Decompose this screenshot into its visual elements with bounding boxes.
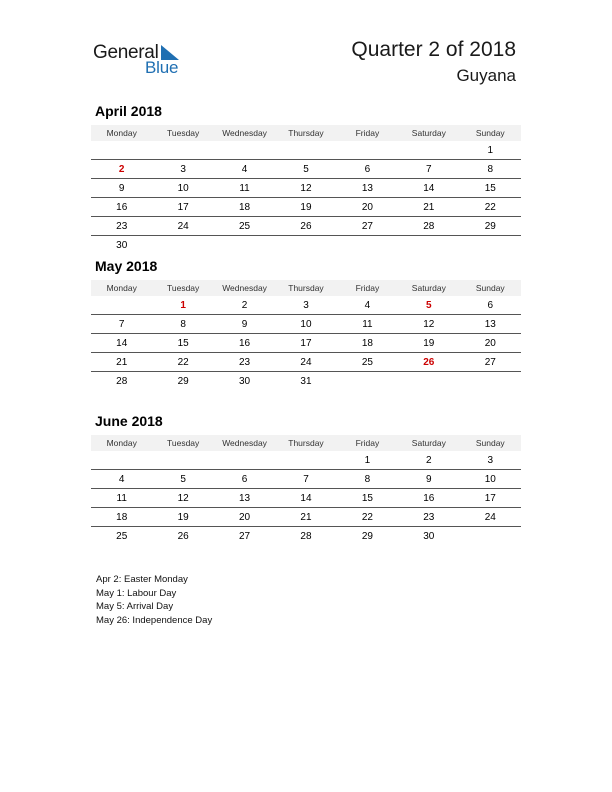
day-cell: 6 bbox=[337, 160, 398, 179]
weekday-header: Tuesday bbox=[152, 435, 213, 451]
month-title: June 2018 bbox=[95, 413, 163, 429]
day-cell: 8 bbox=[460, 160, 521, 179]
empty-day-cell bbox=[337, 372, 398, 391]
day-cell: 4 bbox=[214, 160, 275, 179]
day-cell: 9 bbox=[398, 470, 459, 489]
weekday-header: Friday bbox=[337, 435, 398, 451]
weekday-header: Sunday bbox=[460, 435, 521, 451]
day-cell: 6 bbox=[214, 470, 275, 489]
day-cell: 29 bbox=[177, 375, 189, 387]
day-cell: 19 bbox=[152, 508, 213, 527]
day-cell: 16 bbox=[398, 489, 459, 508]
week-row bbox=[91, 141, 521, 160]
day-cell: 17 bbox=[275, 334, 336, 353]
empty-day-cell bbox=[337, 141, 398, 160]
holiday-note: May 1: Labour Day bbox=[96, 587, 177, 599]
logo-general-text: General bbox=[93, 42, 159, 63]
day-cell: 18 bbox=[91, 508, 152, 527]
day-cell: 2 bbox=[91, 160, 152, 179]
day-cell: 15 bbox=[337, 489, 398, 508]
day-cell: 8 bbox=[152, 315, 213, 334]
week-row bbox=[91, 198, 521, 217]
day-cell: 20 bbox=[214, 508, 275, 527]
weekday-header: Thursday bbox=[275, 280, 336, 296]
day-cell: 29 bbox=[460, 217, 521, 236]
month-calendar bbox=[91, 103, 521, 254]
weekday-header: Monday bbox=[91, 435, 152, 451]
day-cell: 11 bbox=[337, 315, 398, 334]
day-cell: 5 bbox=[275, 160, 336, 179]
day-cell: 20 bbox=[337, 198, 398, 217]
week-row bbox=[91, 217, 521, 236]
weekday-header: Wednesday bbox=[214, 280, 275, 296]
weekday-header: Thursday bbox=[275, 435, 336, 451]
weekday-header: Wednesday bbox=[214, 435, 275, 451]
page-title: Quarter 2 of 2018 bbox=[351, 38, 516, 61]
day-cell: 1 bbox=[152, 296, 213, 315]
day-cell: 22 bbox=[337, 508, 398, 527]
empty-day-cell bbox=[460, 236, 521, 255]
day-cell: 24 bbox=[275, 353, 336, 372]
day-cell: 26 bbox=[398, 353, 459, 372]
day-cell: 14 bbox=[275, 489, 336, 508]
weekday-header: Friday bbox=[337, 125, 398, 141]
day-cell: 13 bbox=[214, 489, 275, 508]
day-cell: 25 bbox=[337, 353, 398, 372]
empty-day-cell bbox=[91, 141, 152, 160]
day-cell: 10 bbox=[275, 315, 336, 334]
day-cell: 15 bbox=[460, 179, 521, 198]
day-cell: 23 bbox=[91, 217, 152, 236]
day-cell: 23 bbox=[398, 508, 459, 527]
day-cell: 4 bbox=[91, 470, 152, 489]
weekday-header: Saturday bbox=[398, 125, 459, 141]
empty-day-cell bbox=[398, 372, 459, 391]
day-cell: 3 bbox=[152, 160, 213, 179]
day-cell: 14 bbox=[91, 334, 152, 353]
day-cell: 30 bbox=[238, 375, 251, 387]
day-cell: 10 bbox=[152, 179, 213, 198]
weekday-header: Thursday bbox=[275, 125, 336, 141]
day-cell: 7 bbox=[275, 470, 336, 489]
week-row bbox=[91, 334, 521, 353]
empty-day-cell bbox=[460, 372, 521, 391]
holiday-note: Apr 2: Easter Monday bbox=[96, 574, 188, 585]
empty-day-cell bbox=[214, 141, 275, 160]
week-row bbox=[91, 527, 521, 546]
day-cell: 5 bbox=[398, 296, 459, 315]
weekday-header: Friday bbox=[337, 280, 398, 296]
week-row bbox=[91, 160, 521, 179]
day-cell: 23 bbox=[214, 353, 275, 372]
week-row bbox=[91, 451, 521, 470]
day-cell: 3 bbox=[460, 451, 521, 470]
day-cell: 1 bbox=[337, 451, 398, 470]
calendar-table bbox=[91, 435, 521, 545]
day-cell: 6 bbox=[460, 296, 521, 315]
day-cell: 27 bbox=[460, 353, 521, 372]
day-cell: 12 bbox=[398, 315, 459, 334]
day-cell: 11 bbox=[91, 489, 152, 508]
day-cell: 13 bbox=[460, 315, 521, 334]
day-cell: 18 bbox=[214, 198, 275, 217]
day-cell: 30 bbox=[116, 239, 128, 251]
day-cell: 24 bbox=[152, 217, 213, 236]
day-cell: 7 bbox=[398, 160, 459, 179]
weekday-header: Saturday bbox=[398, 435, 459, 451]
day-cell: 30 bbox=[423, 530, 435, 542]
day-cell: 22 bbox=[460, 198, 521, 217]
weekday-header: Monday bbox=[91, 125, 152, 141]
month-calendar bbox=[91, 413, 521, 545]
day-cell: 19 bbox=[398, 334, 459, 353]
day-cell: 21 bbox=[91, 353, 152, 372]
day-cell: 7 bbox=[91, 315, 152, 334]
month-title: April 2018 bbox=[95, 103, 162, 119]
logo-blue-text: Blue bbox=[145, 58, 179, 77]
weekday-header: Tuesday bbox=[152, 280, 213, 296]
day-cell: 26 bbox=[275, 217, 336, 236]
holiday-note: May 5: Arrival Day bbox=[96, 601, 174, 613]
logo bbox=[93, 42, 193, 80]
holiday-note: May 26: Independence Day bbox=[96, 614, 213, 626]
day-cell: 29 bbox=[361, 530, 373, 542]
day-cell: 14 bbox=[398, 179, 459, 198]
day-cell: 9 bbox=[214, 315, 275, 334]
day-cell: 10 bbox=[460, 470, 521, 489]
day-cell: 11 bbox=[214, 179, 275, 198]
week-row bbox=[91, 372, 521, 391]
empty-day-cell bbox=[275, 141, 336, 160]
day-cell: 5 bbox=[152, 470, 213, 489]
day-cell: 3 bbox=[275, 296, 336, 315]
weekday-header-row bbox=[91, 125, 521, 141]
country-name: Guyana bbox=[456, 66, 516, 85]
day-cell: 15 bbox=[152, 334, 213, 353]
calendar-table bbox=[91, 280, 521, 390]
week-row bbox=[91, 236, 521, 255]
week-row bbox=[91, 315, 521, 334]
empty-day-cell bbox=[152, 141, 213, 160]
week-row bbox=[91, 296, 521, 315]
day-cell: 12 bbox=[152, 489, 213, 508]
weekday-header: Tuesday bbox=[152, 125, 213, 141]
week-row bbox=[91, 508, 521, 527]
day-cell: 24 bbox=[460, 508, 521, 527]
weekday-header-row bbox=[91, 280, 521, 296]
weekday-header: Monday bbox=[91, 280, 152, 296]
day-cell: 18 bbox=[337, 334, 398, 353]
day-cell: 2 bbox=[398, 451, 459, 470]
week-row bbox=[91, 353, 521, 372]
weekday-header: Wednesday bbox=[214, 125, 275, 141]
day-cell: 17 bbox=[460, 489, 521, 508]
empty-day-cell bbox=[152, 451, 213, 470]
day-cell: 22 bbox=[152, 353, 213, 372]
day-cell: 28 bbox=[300, 530, 312, 542]
day-cell: 4 bbox=[337, 296, 398, 315]
day-cell: 16 bbox=[91, 198, 152, 217]
day-cell: 28 bbox=[116, 375, 128, 387]
day-cell: 25 bbox=[214, 217, 275, 236]
empty-day-cell bbox=[214, 451, 275, 470]
calendar-table bbox=[91, 125, 521, 254]
empty-day-cell bbox=[398, 141, 459, 160]
day-cell: 13 bbox=[337, 179, 398, 198]
day-cell: 21 bbox=[398, 198, 459, 217]
day-cell: 9 bbox=[91, 179, 152, 198]
empty-day-cell bbox=[460, 527, 521, 546]
day-cell: 8 bbox=[337, 470, 398, 489]
empty-day-cell bbox=[91, 296, 152, 315]
weekday-header: Sunday bbox=[460, 280, 521, 296]
day-cell: 17 bbox=[152, 198, 213, 217]
day-cell: 31 bbox=[300, 375, 312, 387]
weekday-header: Saturday bbox=[398, 280, 459, 296]
day-cell: 19 bbox=[275, 198, 336, 217]
week-row bbox=[91, 470, 521, 489]
day-cell: 27 bbox=[238, 530, 251, 542]
empty-day-cell bbox=[152, 236, 213, 255]
empty-day-cell bbox=[91, 451, 152, 470]
holiday-notes bbox=[96, 573, 212, 627]
week-row bbox=[91, 179, 521, 198]
weekday-header-row bbox=[91, 435, 521, 451]
day-cell: 2 bbox=[214, 296, 275, 315]
day-cell: 21 bbox=[275, 508, 336, 527]
day-cell: 28 bbox=[398, 217, 459, 236]
weekday-header: Sunday bbox=[460, 125, 521, 141]
month-calendar bbox=[91, 258, 521, 390]
empty-day-cell bbox=[275, 236, 336, 255]
empty-day-cell bbox=[337, 236, 398, 255]
empty-day-cell bbox=[398, 236, 459, 255]
empty-day-cell bbox=[275, 451, 336, 470]
day-cell: 27 bbox=[337, 217, 398, 236]
month-title: May 2018 bbox=[95, 258, 158, 274]
day-cell: 1 bbox=[460, 141, 521, 160]
day-cell: 16 bbox=[214, 334, 275, 353]
day-cell: 20 bbox=[460, 334, 521, 353]
day-cell: 26 bbox=[177, 530, 189, 542]
day-cell: 12 bbox=[275, 179, 336, 198]
day-cell: 25 bbox=[116, 530, 128, 542]
week-row bbox=[91, 489, 521, 508]
empty-day-cell bbox=[214, 236, 275, 255]
